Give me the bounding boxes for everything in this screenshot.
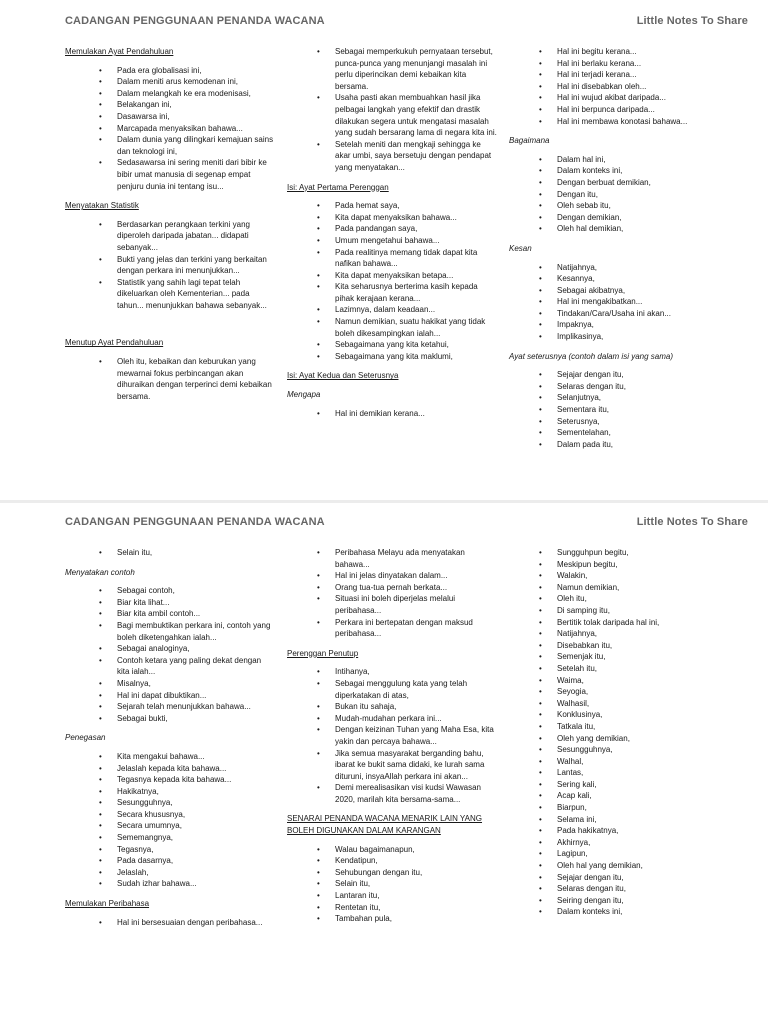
list-item: • Dengan itu,: [557, 189, 719, 201]
list-item: • Marcapada menyaksikan bahawa...: [117, 123, 275, 135]
section-heading: Kesan: [509, 243, 532, 253]
list-item: • Orang tua-tua pernah berkata...: [335, 582, 497, 594]
list-item: • Hal ini mengakibatkan...: [557, 296, 719, 308]
list-item: • Biarpun,: [557, 802, 719, 814]
list-item: • Umum mengetahui bahawa...: [335, 235, 497, 247]
list-item: • Selaras dengan itu,: [557, 381, 719, 393]
section-heading: Menutup Ayat Pendahuluan: [65, 338, 164, 348]
section-heading: Penegasan: [65, 733, 106, 743]
list-item: • Natijahnya,: [557, 628, 719, 640]
list-item: • Hal ini jelas dinyatakan dalam...: [335, 570, 497, 582]
bullet-list: [287, 408, 497, 420]
bullet-list: [509, 262, 719, 343]
list-item: • Namun demikian,: [557, 582, 719, 594]
list-item: • Sejarah telah menunjukkan bahawa...: [117, 701, 275, 713]
list-item: • Hal ini demikian kerana...: [335, 408, 497, 420]
list-item: • Hal ini wujud akibat daripada...: [557, 92, 719, 104]
list-item: • Hal ini terjadi kerana...: [557, 69, 719, 81]
list-item: • Selain itu,: [335, 878, 497, 890]
bullet-list: [509, 369, 719, 450]
list-item: • Dalam pada itu,: [557, 439, 719, 451]
list-item: • Setelah itu,: [557, 663, 719, 675]
list-item: • Dasawarsa ini,: [117, 111, 275, 123]
list-item: • Selama ini,: [557, 814, 719, 826]
list-item: • Seyogia,: [557, 686, 719, 698]
list-item: • Peribahasa Melayu ada menyatakan bahawa...: [335, 547, 497, 570]
section-heading: Memulakan Peribahasa: [65, 899, 150, 909]
list-item: • Dalam melangkah ke era modenisasi,: [117, 88, 275, 100]
list-item: • Implikasinya,: [557, 331, 719, 343]
column-1: [65, 547, 275, 936]
list-item: • Sehubungan dengan itu,: [335, 867, 497, 879]
bullet-list: [65, 547, 275, 559]
list-item: • Sementelahan,: [557, 427, 719, 439]
list-item: • Selain itu,: [117, 547, 275, 559]
list-item: • Di samping itu,: [557, 605, 719, 617]
column-2: [287, 547, 497, 933]
section-heading: Isi: Ayat Kedua dan Seterusnya: [287, 371, 399, 381]
list-item: • Secara khususnya,: [117, 809, 275, 821]
list-item: • Biar kita ambil contoh...: [117, 608, 275, 620]
list-item: • Oleh hal yang demikian,: [557, 860, 719, 872]
section-heading: Menyatakan contoh: [65, 567, 135, 577]
list-item: • Jelaslah,: [117, 867, 275, 879]
bullet-list: [65, 917, 275, 929]
list-item: • Intihanya,: [335, 666, 497, 678]
section-heading: SENARAI PENANDA WACANA MENARIK LAIN YANG BOLEH DIGUNAKAN DALAM KARANGAN: [287, 814, 483, 836]
list-item: • Acap kali,: [557, 790, 719, 802]
list-item: • Pada hakikatnya,: [557, 825, 719, 837]
list-item: • Semenjak itu,: [557, 651, 719, 663]
list-item: • Bukan itu sahaja,: [335, 701, 497, 713]
section-heading: Memulakan Ayat Pendahuluan: [65, 47, 174, 56]
list-item: • Sudah izhar bahawa...: [117, 878, 275, 890]
bullet-list: [287, 46, 497, 174]
list-item: • Hal ini disebabkan oleh...: [557, 81, 719, 93]
list-item: • Oleh itu, kebaikan dan keburukan yang mewarnai fokus perbincangan akan dihuraikan dengan terperinci demi kebaikan bersama.: [117, 356, 275, 402]
list-item: • Dengan demikian,: [557, 212, 719, 224]
list-item: • Pada hemat saya,: [335, 200, 497, 212]
bullet-list: [65, 219, 275, 312]
list-item: • Statistik yang sahih lagi tepat telah dikeluarkan oleh Kementerian... pada tahun... menunjukkan bahawa sebanyak...: [117, 277, 275, 312]
bullet-list: [65, 65, 275, 193]
list-item: • Lantaran itu,: [335, 890, 497, 902]
list-item: • Oleh yang demikian,: [557, 733, 719, 745]
document-page-2: [0, 503, 768, 1024]
list-item: • Contoh ketara yang paling dekat dengan kita ialah...: [117, 655, 275, 678]
list-item: • Seterusnya,: [557, 416, 719, 428]
list-item: • Meskipun begitu,: [557, 559, 719, 571]
bullet-list: [287, 547, 497, 640]
list-item: • Mudah-mudahan perkara ini...: [335, 713, 497, 725]
list-item: • Dalam dunia yang dilingkari kemajuan sains dan teknologi ini,: [117, 134, 275, 157]
bullet-list: [509, 46, 719, 127]
list-item: • Perkara ini bertepatan dengan maksud peribahasa...: [335, 617, 497, 640]
list-item: • Bertitik tolak daripada hal ini,: [557, 617, 719, 629]
bullet-list: [65, 585, 275, 724]
list-item: • Situasi ini boleh diperjelas melalui peribahasa...: [335, 593, 497, 616]
bullet-list: [509, 154, 719, 235]
section-heading: Bagaimana: [509, 136, 550, 146]
list-item: • Sungguhpun begitu,: [557, 547, 719, 559]
list-item: • Walau bagaimanapun,: [335, 844, 497, 856]
list-item: • Sejajar dengan itu,: [557, 369, 719, 381]
list-item: • Kendatipun,: [335, 855, 497, 867]
list-item: • Selaras dengan itu,: [557, 883, 719, 895]
list-item: • Hal ini begitu kerana...: [557, 46, 719, 58]
list-item: • Lantas,: [557, 767, 719, 779]
list-item: • Rentetan itu,: [335, 902, 497, 914]
list-item: • Sebagaimana yang kita maklumi,: [335, 351, 497, 363]
list-item: • Sememangnya,: [117, 832, 275, 844]
list-item: • Secara umumnya,: [117, 820, 275, 832]
list-item: • Lagipun,: [557, 848, 719, 860]
section-heading: Isi: Ayat Pertama Perenggan: [287, 182, 389, 192]
bullet-list: [65, 751, 275, 890]
list-item: • Sebagai menggulung kata yang telah diperkatakan di atas,: [335, 678, 497, 701]
list-item: • Oleh hal demikian,: [557, 223, 719, 235]
column-2: [287, 46, 497, 427]
list-item: • Namun demikian, suatu hakikat yang tidak boleh dikesampingkan ialah...: [335, 316, 497, 339]
list-item: • Sesungguhnya,: [117, 797, 275, 809]
list-item: • Sebagai memperkukuh pernyataan tersebut, punca-punca yang menunjangi masalah ini perlu diperincikan demi kebaikan kita bersama.: [335, 46, 497, 92]
list-item: • Kita dapat menyaksikan betapa...: [335, 270, 497, 282]
list-item: • Pada realitinya memang tidak dapat kita nafikan bahawa...: [335, 247, 497, 270]
list-item: • Tegasnya kepada kita bahawa...: [117, 774, 275, 786]
list-item: • Oleh itu,: [557, 593, 719, 605]
list-item: • Dalam hal ini,: [557, 154, 719, 166]
list-item: • Sementara itu,: [557, 404, 719, 416]
list-item: • Belakangan ini,: [117, 99, 275, 111]
list-item: • Tegasnya,: [117, 844, 275, 856]
list-item: • Bukti yang jelas dan terkini yang berkaitan dengan perkara ini menunjukkan...: [117, 254, 275, 277]
list-item: • Kita mengakui bahawa...: [117, 751, 275, 763]
list-item: • Dalam meniti arus kemodenan ini,: [117, 76, 275, 88]
section-spacer: [65, 319, 275, 337]
column-3: [509, 547, 719, 926]
list-item: • Biar kita lihat...: [117, 597, 275, 609]
list-item: • Berdasarkan perangkaan terkini yang diperoleh daripada jabatan... didapati sebanyak...: [117, 219, 275, 254]
page-title: CADANGAN PENGGUNAAN PENANDA WACANA: [65, 516, 325, 528]
document-page-1: [0, 0, 768, 500]
bullet-list: [65, 356, 275, 402]
list-item: • Demi merealisasikan visi kudsi Wawasan 2020, marilah kita bersama-sama...: [335, 782, 497, 805]
list-item: • Usaha pasti akan membuahkan hasil jika pelbagai langkah yang efektif dan drastik dilakukan segera untuk mengatasi masalah yang sudah bersarang lama di negara kita ini.: [335, 92, 497, 138]
page-title: CADANGAN PENGGUNAAN PENANDA WACANA: [65, 15, 325, 27]
list-item: • Hal ini berpunca daripada...: [557, 104, 719, 116]
list-item: • Impaknya,: [557, 319, 719, 331]
list-item: • Konklusinya,: [557, 709, 719, 721]
bullet-list: [287, 666, 497, 805]
list-item: • Misalnya,: [117, 678, 275, 690]
brand-label: Little Notes To Share: [636, 516, 748, 528]
list-item: • Sesungguhnya,: [557, 744, 719, 756]
list-item: • Sebagai akibatnya,: [557, 285, 719, 297]
list-item: • Lazimnya, dalam keadaan...: [335, 304, 497, 316]
section-heading: Menyatakan Statistik: [65, 201, 139, 211]
list-item: • Hal ini membawa konotasi bahawa...: [557, 116, 719, 128]
list-item: • Hal ini bersesuaian dengan peribahasa...: [117, 917, 275, 929]
list-item: • Pada dasarnya,: [117, 855, 275, 867]
section-heading: Perenggan Penutup: [287, 648, 359, 658]
list-item: • Bagi membuktikan perkara ini, contoh yang boleh diketengahkan ialah...: [117, 620, 275, 643]
list-item: • Jika semua masyarakat berganding bahu, ibarat ke bukit sama didaki, ke lurah sama dituruni, insyaAllah perkara ini akan...: [335, 748, 497, 783]
list-item: • Dalam konteks ini,: [557, 165, 719, 177]
list-item: • Sebagai analoginya,: [117, 643, 275, 655]
list-item: • Sebagai bukti,: [117, 713, 275, 725]
list-item: • Pada era globalisasi ini,: [117, 65, 275, 77]
list-item: • Hal ini dapat dibuktikan...: [117, 690, 275, 702]
list-item: • Oleh sebab itu,: [557, 200, 719, 212]
list-item: • Sedasawarsa ini sering meniti dari bibir ke bibir umat manusia di segenap empat penjuru dunia ini tentang isu...: [117, 157, 275, 192]
list-item: • Pada pandangan saya,: [335, 223, 497, 235]
section-heading: Ayat seterusnya (contoh dalam isi yang sama): [509, 351, 674, 361]
list-item: • Seiring dengan itu,: [557, 895, 719, 907]
list-item: • Tindakan/Cara/Usaha ini akan...: [557, 308, 719, 320]
list-item: • Kesannya,: [557, 273, 719, 285]
list-item: • Hakikatnya,: [117, 786, 275, 798]
list-item: • Walhasil,: [557, 698, 719, 710]
list-item: • Dengan berbuat demikian,: [557, 177, 719, 189]
list-item: • Tambahan pula,: [335, 913, 497, 925]
list-item: • Sebagaimana yang kita ketahui,: [335, 339, 497, 351]
list-item: • Jelaslah kepada kita bahawa...: [117, 763, 275, 775]
column-1: [65, 46, 275, 410]
column-3: [509, 46, 719, 458]
brand-label: Little Notes To Share: [636, 15, 748, 27]
list-item: • Setelah meniti dan mengkaji sehingga ke akar umbi, saya bersetuju dengan pendapat yang menyatakan...: [335, 139, 497, 174]
list-item: • Tatkala itu,: [557, 721, 719, 733]
section-heading: Mengapa: [287, 390, 321, 400]
list-item: • Waima,: [557, 675, 719, 687]
list-item: • Sejajar dengan itu,: [557, 872, 719, 884]
list-item: • Kita dapat menyaksikan bahawa...: [335, 212, 497, 224]
list-item: • Akhirnya,: [557, 837, 719, 849]
bullet-list: [509, 547, 719, 918]
list-item: • Natijahnya,: [557, 262, 719, 274]
list-item: • Sering kali,: [557, 779, 719, 791]
list-item: • Hal ini berlaku kerana...: [557, 58, 719, 70]
bullet-list: [287, 844, 497, 925]
list-item: • Kita seharusnya berterima kasih kepada pihak kerajaan kerana...: [335, 281, 497, 304]
list-item: • Dengan keizinan Tuhan yang Maha Esa, kita yakin dan percaya bahawa...: [335, 724, 497, 747]
bullet-list: [287, 200, 497, 362]
list-item: • Sebagai contoh,: [117, 585, 275, 597]
list-item: • Selanjutnya,: [557, 392, 719, 404]
list-item: • Dalam konteks ini,: [557, 906, 719, 918]
list-item: • Walhal,: [557, 756, 719, 768]
list-item: • Disebabkan itu,: [557, 640, 719, 652]
list-item: • Walakin,: [557, 570, 719, 582]
